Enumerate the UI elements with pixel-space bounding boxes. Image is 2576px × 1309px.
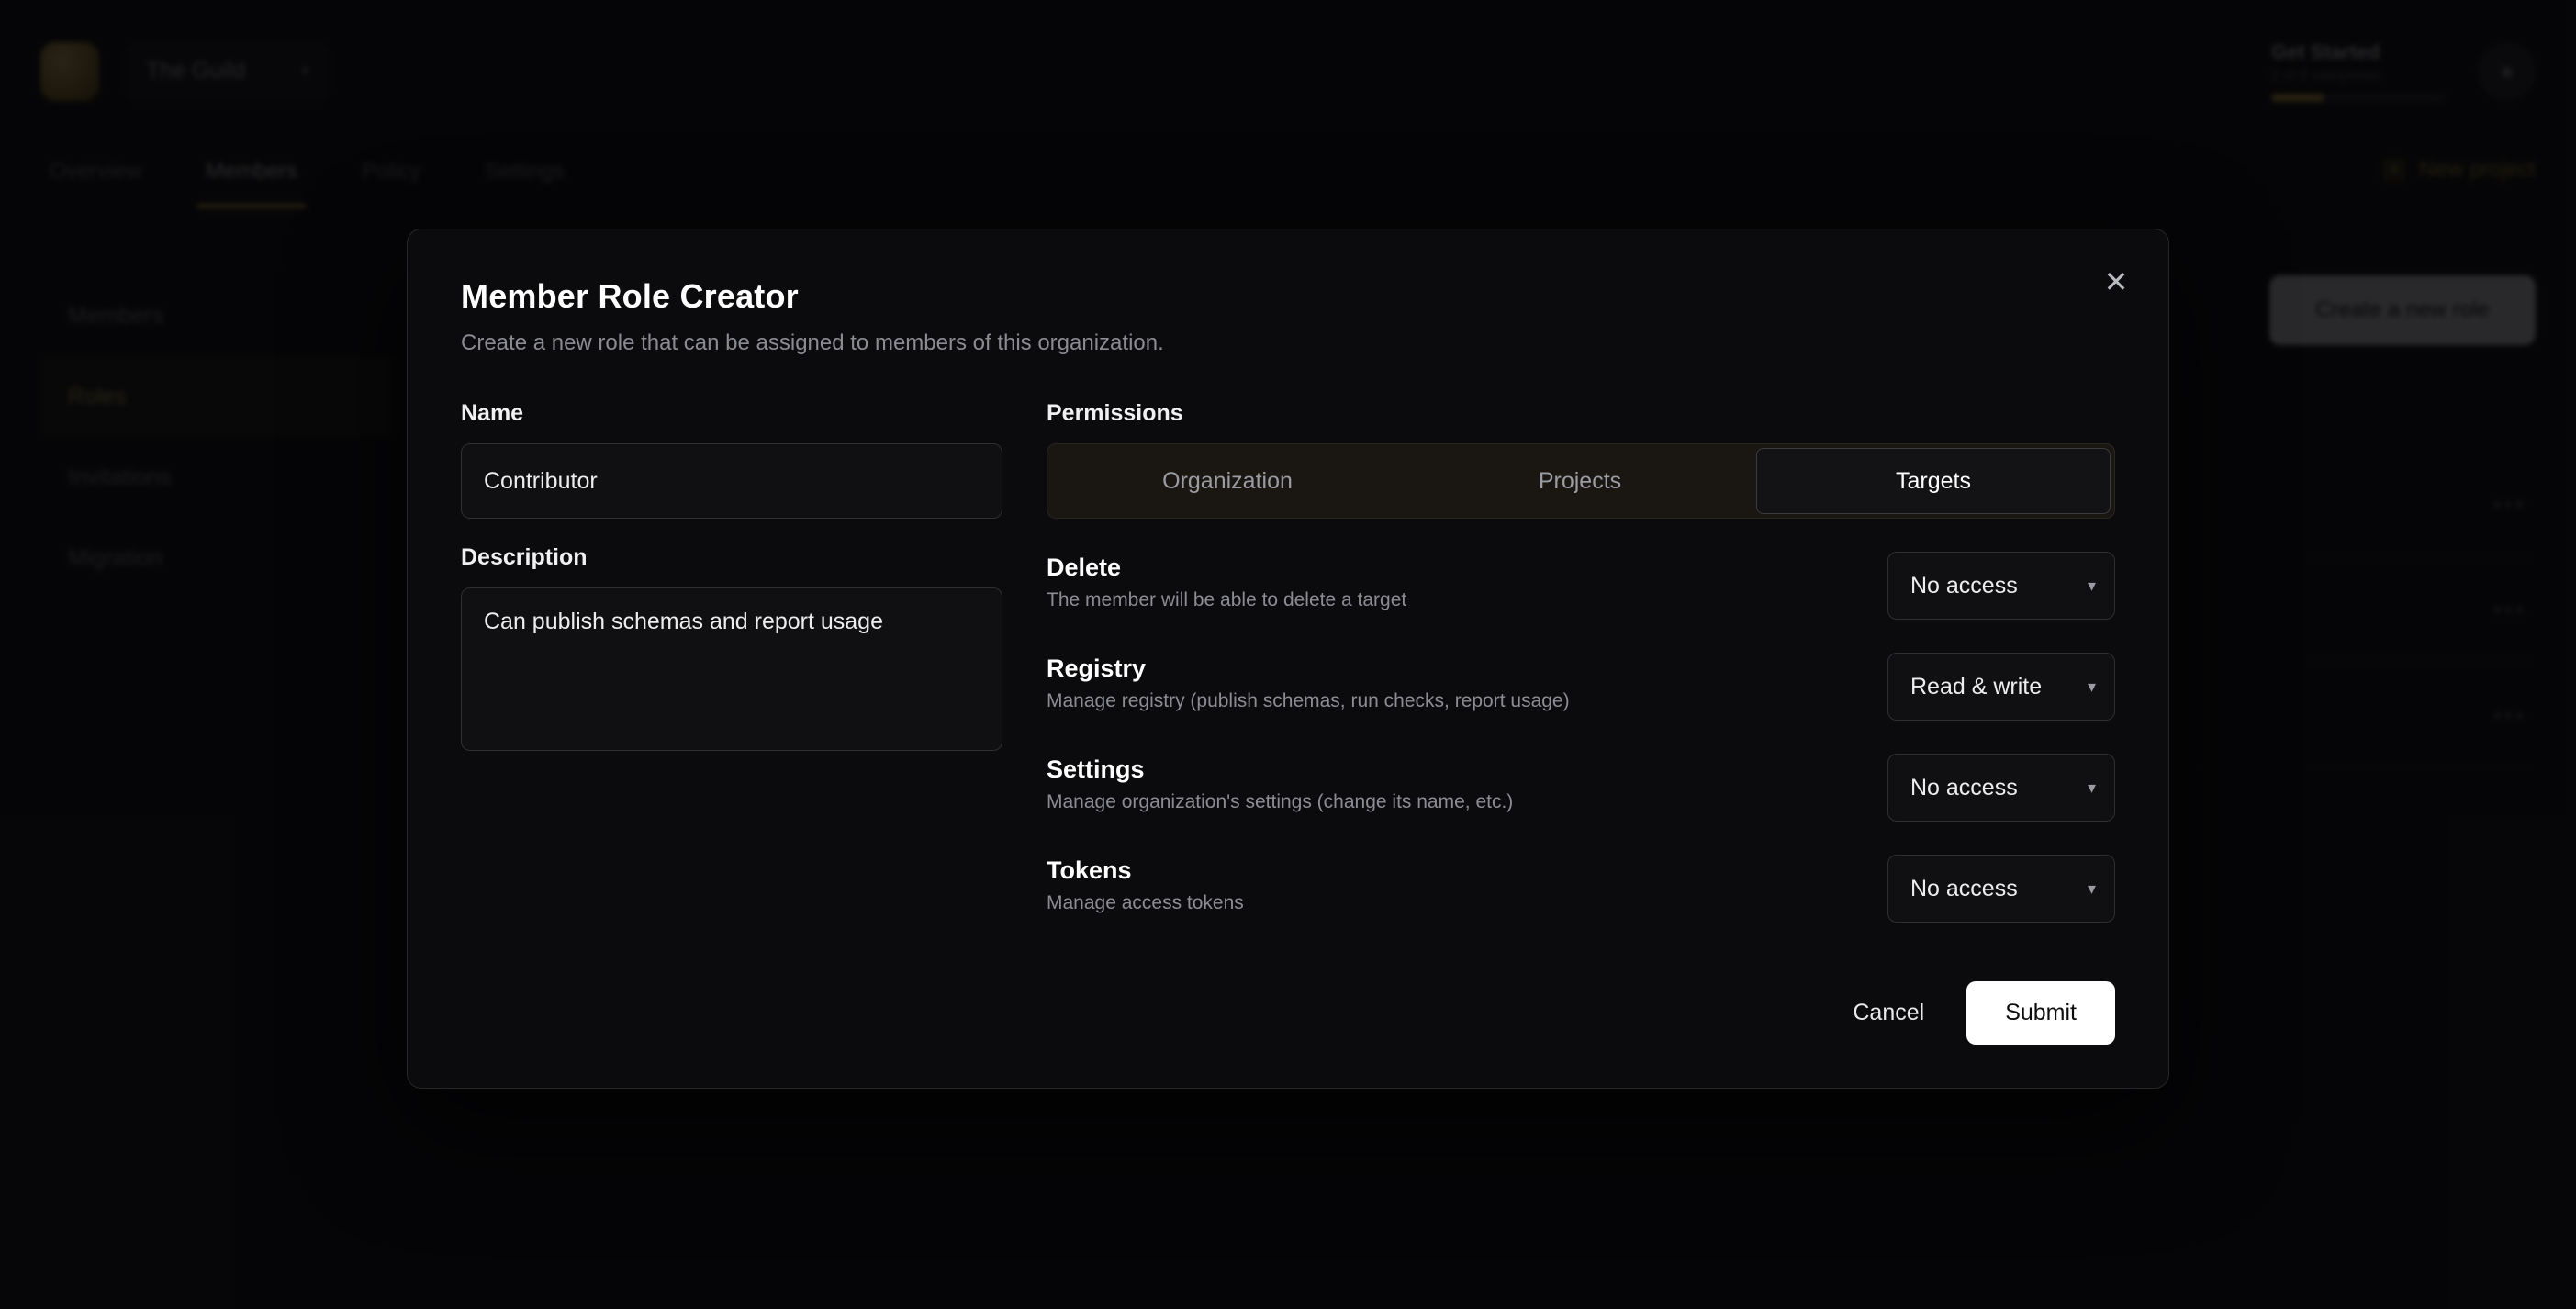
chevron-down-icon: ▾ bbox=[2087, 576, 2096, 595]
permission-description: Manage registry (publish schemas, run checks, report usage) bbox=[1047, 690, 1570, 711]
chevron-down-icon: ▾ bbox=[2087, 878, 2096, 898]
tab-projects[interactable]: Projects bbox=[1538, 467, 1622, 494]
permissions-label: Permissions bbox=[1047, 400, 1183, 426]
permission-select-settings[interactable] bbox=[1887, 754, 2115, 822]
dialog-body bbox=[461, 400, 2115, 1045]
permission-description: Manage access tokens bbox=[1047, 892, 1244, 913]
dialog-subtitle: Create a new role that can be assigned to members of this organization. bbox=[461, 330, 1164, 355]
permission-row-delete bbox=[1047, 552, 2115, 620]
permission-description: Manage organization's settings (change its name, etc.) bbox=[1047, 791, 1514, 812]
tab-organization[interactable]: Organization bbox=[1162, 467, 1293, 494]
name-label: Name bbox=[461, 400, 524, 426]
dialog-right-column bbox=[1047, 400, 2115, 1045]
permission-select-tokens[interactable] bbox=[1887, 855, 2115, 923]
permission-title: Registry bbox=[1047, 654, 1147, 682]
submit-button[interactable]: Submit bbox=[1966, 981, 2115, 1045]
member-role-creator-dialog bbox=[407, 229, 2169, 1089]
dialog-left-column bbox=[461, 400, 1002, 1045]
tab-targets[interactable]: Targets bbox=[1756, 448, 2111, 514]
permissions-tabs bbox=[1047, 443, 2115, 519]
permission-select-value: No access bbox=[1910, 774, 2018, 800]
permission-row-settings bbox=[1047, 754, 2115, 822]
close-icon[interactable]: ✕ bbox=[2103, 265, 2129, 298]
permission-row-tokens bbox=[1047, 855, 2115, 923]
cancel-button[interactable]: Cancel bbox=[1843, 983, 1933, 1043]
chevron-down-icon: ▾ bbox=[2087, 778, 2096, 797]
permission-select-delete[interactable] bbox=[1887, 552, 2115, 620]
dialog-title: Member Role Creator bbox=[461, 277, 799, 315]
permission-title: Delete bbox=[1047, 554, 1122, 581]
description-label: Description bbox=[461, 544, 588, 570]
permission-title: Settings bbox=[1047, 755, 1145, 783]
permission-select-value: Read & write bbox=[1910, 673, 2043, 699]
chevron-down-icon: ▾ bbox=[2087, 677, 2096, 696]
permission-select-value: No access bbox=[1910, 875, 2018, 901]
permission-select-value: No access bbox=[1910, 572, 2018, 599]
name-input[interactable] bbox=[461, 443, 1002, 519]
permission-title: Tokens bbox=[1047, 856, 1132, 884]
permission-select-registry[interactable] bbox=[1887, 653, 2115, 721]
description-input[interactable] bbox=[461, 587, 1002, 751]
permission-description: The member will be able to delete a target bbox=[1047, 589, 1407, 610]
permission-row-registry bbox=[1047, 653, 2115, 721]
dialog-actions bbox=[1047, 981, 2115, 1045]
